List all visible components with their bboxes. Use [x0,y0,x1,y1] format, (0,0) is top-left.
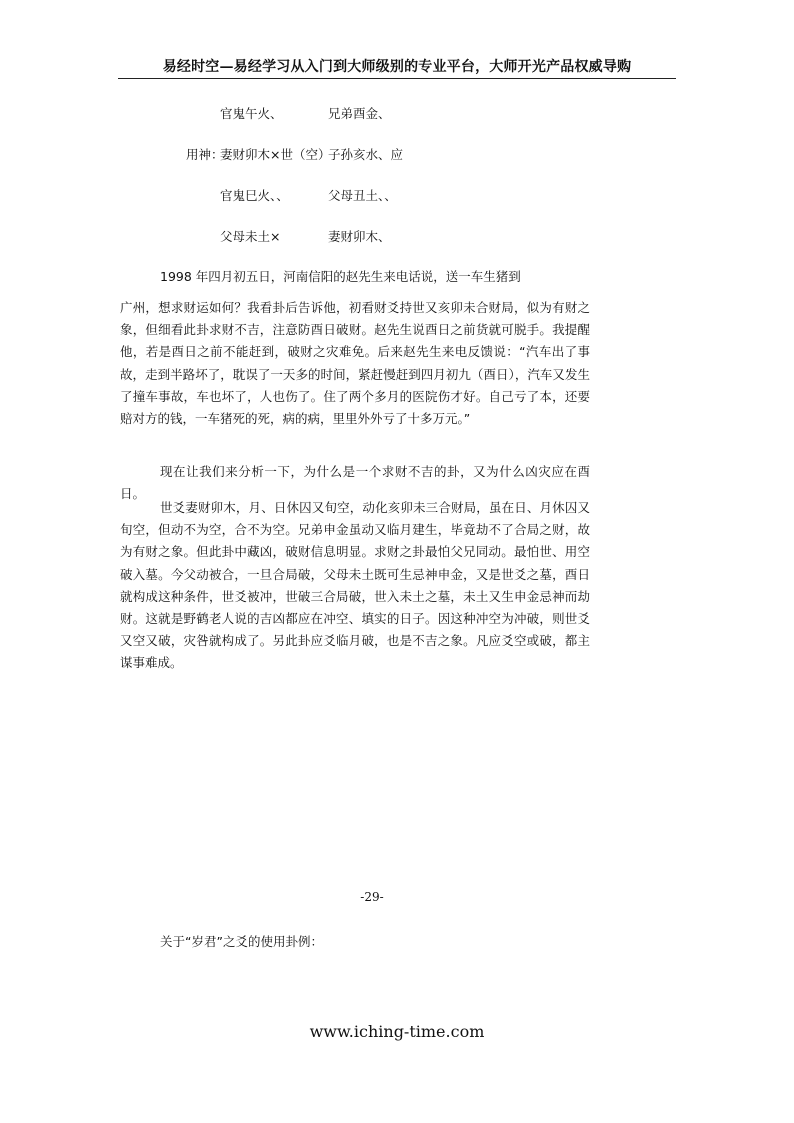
hexagram-row2-left: 妻财卯木×世（空） [220,147,331,162]
hexagram-row3-right: 父母丑土、、 [328,188,397,203]
hexagram-row4-left: 父母未土× [220,229,281,244]
hexagram-row3-left: 官鬼巳火、、 [220,188,289,203]
paragraph-story: 广州，想求财运如何？我看卦后告诉他，初看财爻持世又亥卯未合财局，似为有财之象，但细看此卦求财不吉，注意防酉日破财。赵先生说酉日之前货就可脱手。我提醒他，若是酉日之前不能赶到，破财之灾难免。后来赵先生来电反馈说：“汽车出了事故，走到半路坏了，耽误了一天多的时间，紧赶慢赶到四月初九（酉日），汽车又发生了撞车事故，车也坏了，人也伤了。住了两个多月的医院伤才好。自己亏了本，还要赔对方的钱，一车猪死的死，病的病，里里外外亏了十多万元。” [120,300,590,427]
header-title: 易经时空—易经学习从入门到大师级别的专业平台，大师开光产品权威导购 [162,59,632,75]
page-header [118,56,676,79]
next-section-title: 关于“岁君”之爻的使用卦例： [160,934,323,949]
intro-line: 1998 年四月初五日，河南信阳的赵先生来电话说，送一车生猪到 [160,269,521,284]
page-number: -29- [360,890,384,904]
hexagram-row1-right: 兄弟酉金、 [328,106,391,121]
hexagram-row2-right: 子孙亥水、应 [328,147,404,162]
paragraph-analysis-question: 现在让我们来分析一下，为什么是一个求财不吉的卦，又为什么凶灾应在酉日。 [120,464,590,502]
footer-url: www.iching-time.com [309,1022,485,1041]
hexagram-row4-right: 妻财卯木、 [328,229,391,244]
hexagram-yongshen-label: 用神： [186,147,224,162]
paragraph-analysis: 世爻妻财卯木，月、日休囚又旬空，动化亥卯未三合财局，虽在日、月休囚又旬空，但动不为空，合不为空。兄弟申金虽动又临月建生，毕竟劫不了合局之财，故为有财之象。但此卦中藏凶，破财信息明显。求财之卦最怕父兄同动。最怕世、用空破入墓。今父动被合，一旦合局破，父母未土既可生忌神申金，又是世爻之墓，酉日就构成这种条件，世爻被冲，世破三合局破，世入未土之墓，未土又生申金忌神而劫财。这就是野鹤老人说的吉凶都应在冲空、填实的日子。因这种冲空为冲破，则世爻又空又破，灾咎就构成了。另此卦应爻临月破，也是不吉之象。凡应爻空或破，都主谋事难成。 [120,500,590,671]
hexagram-row1-left: 官鬼午火、 [220,106,283,121]
